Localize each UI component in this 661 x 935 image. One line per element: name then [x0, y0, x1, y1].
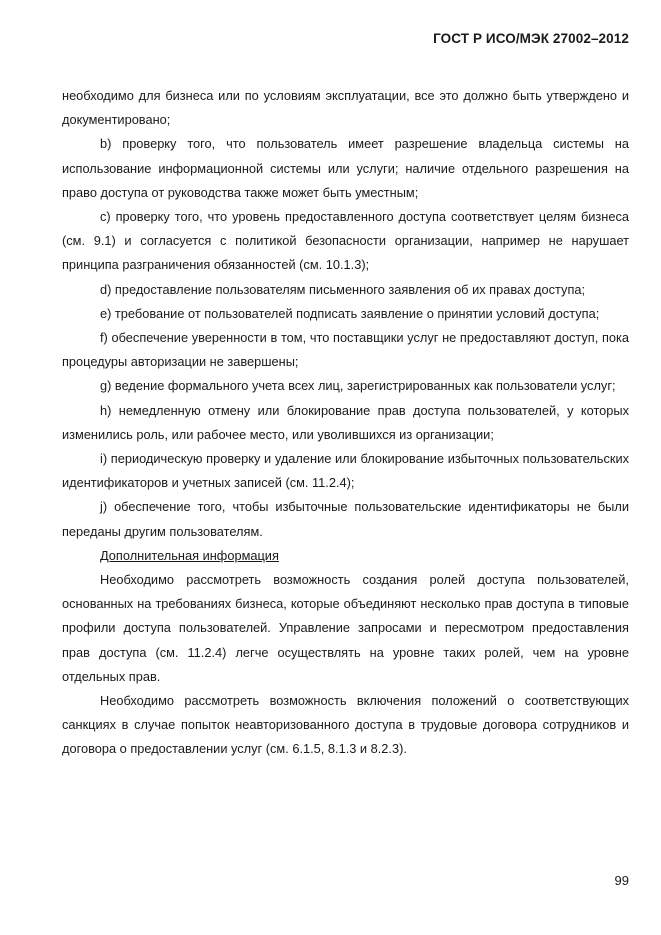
section-heading	[62, 544, 629, 568]
list-item-d: d) предоставление пользователям письменного заявления об их правах доступа;	[100, 281, 586, 297]
list-item-f: f) обеспечение уверенности в том, что поставщики услуг не предоставляют доступ, пока процедуры авторизации не завершены;	[62, 330, 629, 370]
document-header: ГОСТ Р ИСО/МЭК 27002–2012	[433, 31, 629, 46]
section-heading-text: Дополнительная информация	[100, 547, 279, 563]
list-item-c: c) проверку того, что уровень предоставленного доступа соответствует целям бизнеса (см. 9.1) и согласуется с политикой безопасности организации, например не нарушает принципа разграничения обязанностей (см. 10.1.3);	[62, 209, 629, 273]
list-item-i: i) периодическую проверку и удаление или блокирование избыточных пользовательских идентификаторов и учетных записей (см. 11.2.4);	[62, 451, 629, 491]
paragraph-sanctions: Необходимо рассмотреть возможность включения положений о соответствующих санкциях в случае попыток неавторизованного доступа в трудовые договора сотрудников и договора о предоставлении услуг (см. 6.1.5, 8.1.3 и 8.2.3).	[62, 693, 629, 757]
list-item-g: g) ведение формального учета всех лиц, зарегистрированных как пользователи услуг;	[100, 378, 616, 394]
list-item-h: h) немедленную отмену или блокирование прав доступа пользователей, у которых изменились роль, или рабочее место, или уволившихся из организации;	[62, 402, 629, 442]
list-item-j: j) обеспечение того, чтобы избыточные пользовательские идентификаторы не были переданы другим пользователям.	[62, 499, 629, 539]
document-body	[62, 84, 629, 762]
page-number: 99	[614, 873, 629, 888]
list-item-e: e) требование от пользователей подписать заявление о принятии условий доступа;	[100, 305, 600, 321]
list-item-b: b) проверку того, что пользователь имеет разрешение владельца системы на использование информационной системы или услуги; наличие отдельного разрешения на право доступа от руководства также может быть уместным;	[62, 136, 629, 200]
paragraph-continuation: необходимо для бизнеса или по условиям эксплуатации, все это должно быть утверждено и документировано;	[62, 88, 629, 128]
paragraph-roles: Необходимо рассмотреть возможность создания ролей доступа пользователей, основанных на требованиях бизнеса, которые объединяют несколько прав доступа в типовые профили доступа пользователей. Управление запросами и пересмотром предоставления прав доступа (см. 11.2.4) легче осуществлять на уровне таких ролей, чем на уровне отдельных прав.	[62, 572, 629, 684]
